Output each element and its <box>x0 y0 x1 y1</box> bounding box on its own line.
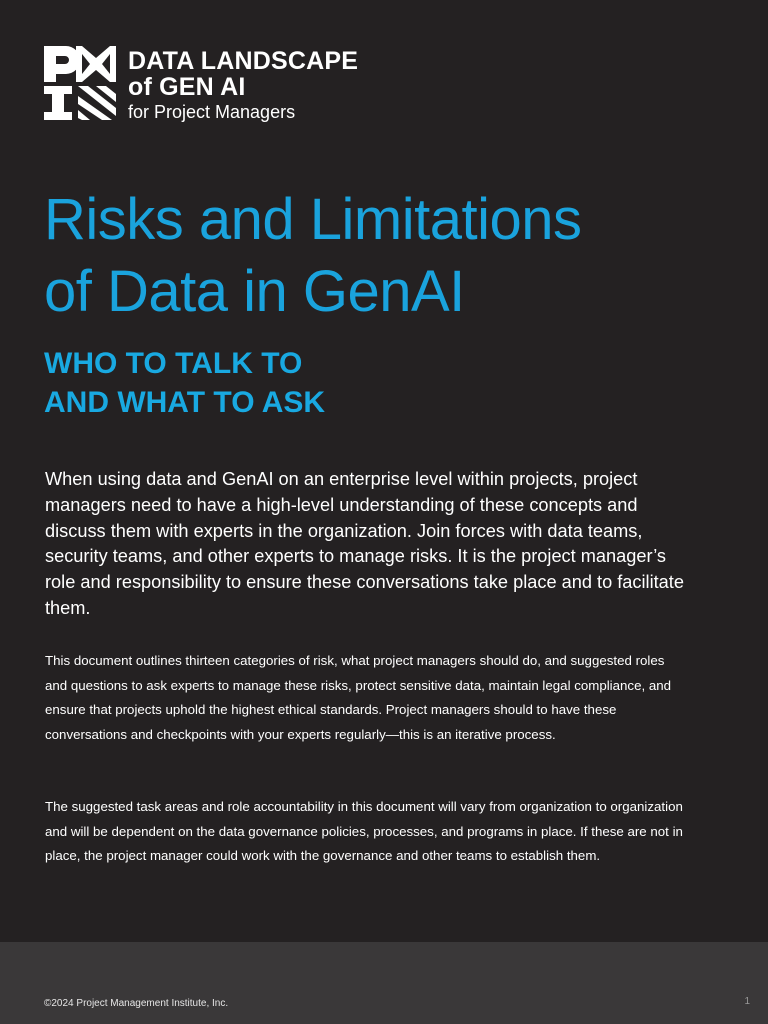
page-title <box>44 184 724 328</box>
brand-title-line2: of GEN AI <box>128 73 246 101</box>
brand-block <box>128 48 358 123</box>
brand-subtitle: for Project Managers <box>128 102 296 122</box>
body-paragraph-2: The suggested task areas and role accountability in this document will vary from organization to organization and will be dependent on the data governance policies, processes, and programs in place. If these are not in place, the project manager could work with the governance and other teams to establish them. <box>45 799 683 864</box>
page-title-line2: of Data in GenAI <box>44 259 465 324</box>
page-title-line1: Risks and Limitations <box>44 187 582 252</box>
copyright-text: ©2024 Project Management Institute, Inc. <box>44 998 229 1009</box>
lead-paragraph: When using data and GenAI on an enterprise level within projects, project managers need to have a high-level understanding of these concepts and discuss them with experts in the organization. Join forces with data teams, security teams, and other experts to manage risks. It is the project manager’s role and responsibility to ensure these conversations take place and to facilitate them. <box>45 469 684 618</box>
subtitle-line2: AND WHAT TO ASK <box>44 386 326 419</box>
pmi-logo-icon <box>44 46 116 122</box>
footer-band <box>0 942 768 1024</box>
brand-title-line1: DATA LANDSCAPE <box>128 47 359 75</box>
body-paragraph-1: This document outlines thirteen categories of risk, what project managers should do, and suggested roles and questions to ask experts to manage these risks, protect sensitive data, maintain legal compliance, and ensure that projects uphold the highest ethical standards. Project managers should to have these conversations and checkpoints with your experts regularly—this is an iterative process. <box>45 653 672 743</box>
page-number: 1 <box>744 996 750 1007</box>
subtitle-line1: WHO TO TALK TO <box>44 347 303 380</box>
section-subtitle <box>44 344 325 422</box>
header <box>44 46 358 123</box>
